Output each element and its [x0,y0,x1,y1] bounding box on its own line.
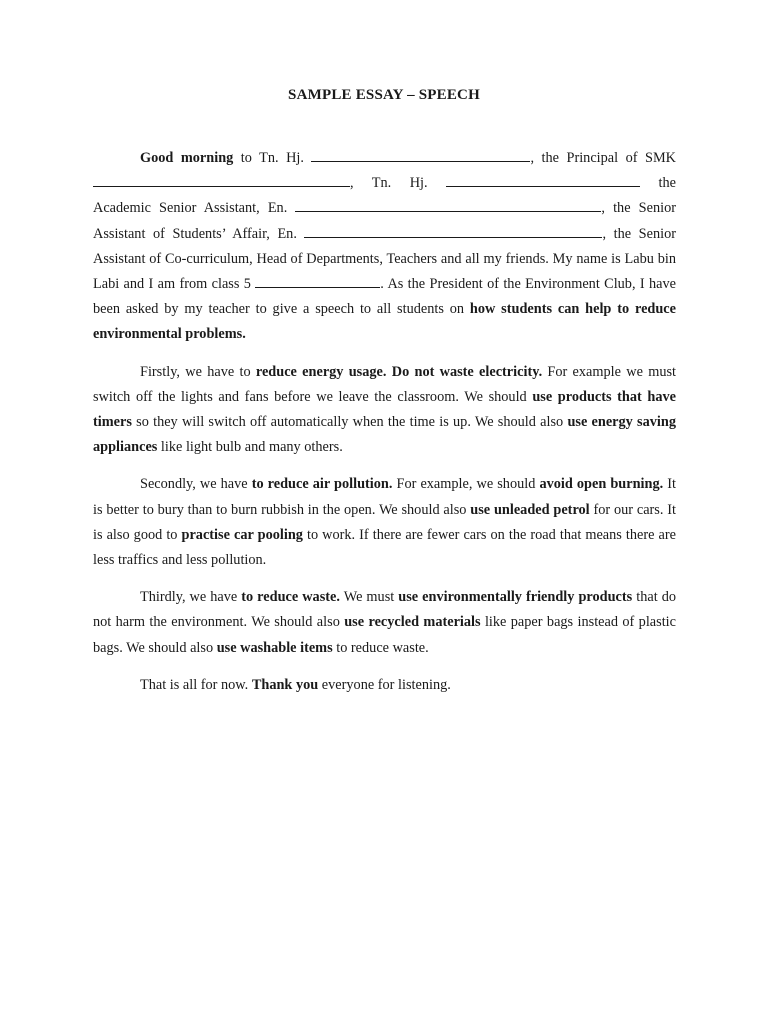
bold-phrase: use washable items [216,639,333,656]
bold-phrase: use products that have timers [93,388,677,431]
text-run: everyone for listening. [318,676,451,693]
text-run: to work. If there are fewer cars on the road that means there are less traffics and less pollution. [93,526,676,569]
text-run: , the Principal of SMK [530,150,676,166]
paragraph-firstly [93,360,676,461]
document-title: SAMPLE ESSAY – SPEECH [288,87,480,103]
paragraph-secondly [93,472,676,573]
text-run: for our cars. It is also good to [93,501,676,543]
bold-phrase: to reduce waste. [241,589,340,606]
text-run: like light bulb and many others. [157,439,343,456]
text-run: , the Senior Assistant of Students’ Affair, En. [93,200,676,242]
bold-phrase: avoid open burning. [539,476,664,493]
essay-body [93,146,676,710]
text-run: That is all for now. [140,676,252,693]
paragraph-greeting [93,146,676,348]
text-run: For example, we should [392,476,540,493]
text-run: Secondly, we have [140,476,252,493]
text-run: , Tn. Hj. [350,175,447,192]
text-run: like paper bags instead of plastic bags. We should also [93,614,676,656]
fill-in-blank[interactable] [446,185,640,187]
bold-phrase: reduce energy usage. Do not waste electricity. [255,363,543,380]
text-run: It is better to bury than to burn rubbish in the open. We should also [93,476,676,518]
text-run: the Academic Senior Assistant, En. [93,175,676,217]
text-run: For example we must switch off the lights and fans before we leave the classroom. We should [93,363,676,405]
fill-in-blank[interactable] [304,236,602,238]
fill-in-blank[interactable] [311,160,530,162]
bold-phrase: use unleaded petrol [470,501,590,518]
fill-in-blank[interactable] [295,210,601,212]
text-run: so they will switch off automatically when the time is up. We should also [131,414,568,431]
text-run: We must [339,589,399,606]
text-run: . As the President of the Environment Club, I have been asked by my teacher to give a speech to all students on [93,276,676,318]
bold-phrase: Thank you [251,676,319,693]
fill-in-blank[interactable] [255,286,380,288]
bold-phrase: use recycled materials [344,614,481,631]
text-run: Firstly, we have to [140,363,256,380]
paragraph-closing [93,673,676,698]
paragraph-thirdly [93,585,676,661]
text-run: to reduce waste. [332,639,429,656]
bold-phrase: use environmentally friendly products [398,589,633,606]
text-run: to Tn. Hj. [233,150,312,166]
bold-phrase: use energy saving appliances [93,414,676,456]
text-run: that do not harm the environment. We should also [93,589,676,631]
bold-phrase: how students can help to reduce environmental problems. [93,301,677,343]
text-run: Thirdly, we have [140,589,242,606]
text-run: , the Senior Assistant of Co-curriculum, Head of Departments, Teachers and all my friends. My name is Labu bin Labi and I am from class 5 [93,225,676,293]
bold-phrase: Good morning [140,150,234,166]
fill-in-blank[interactable] [93,185,350,187]
bold-phrase: practise car pooling [181,526,303,543]
bold-phrase: to reduce air pollution. [251,476,393,493]
